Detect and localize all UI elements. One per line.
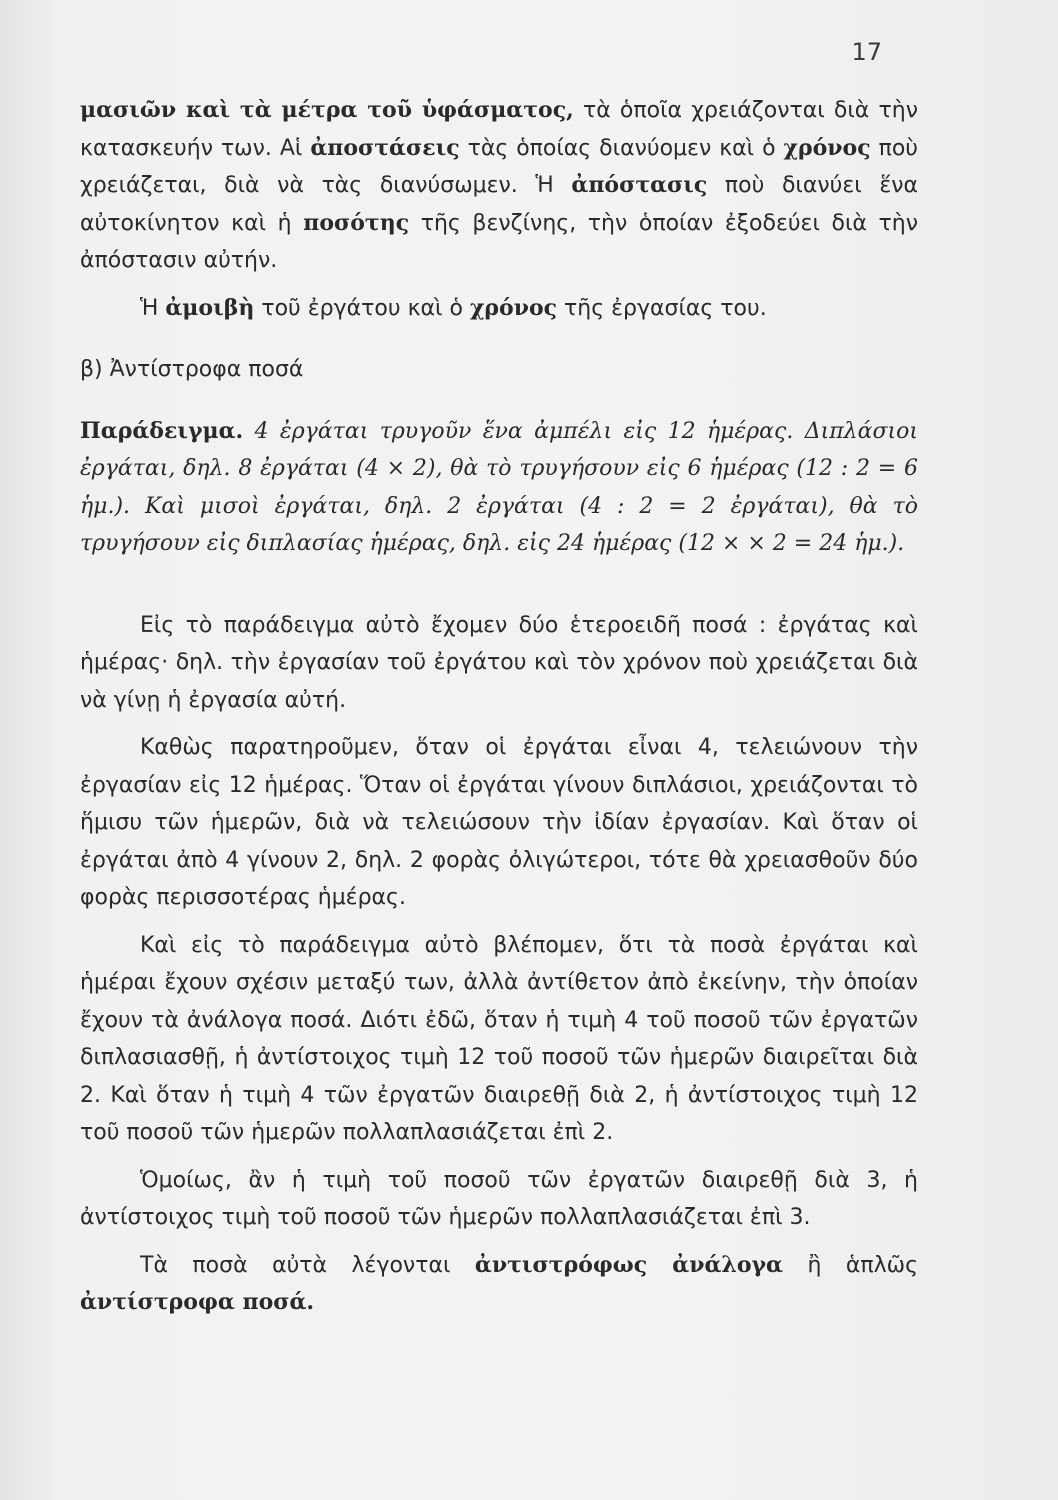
- paragraph-1: Εἰς τὸ παράδειγμα αὐτὸ ἔχομεν δύο ἑτεροειδῆ ποσά : ἐργάτας καὶ ἡμέρας· δηλ. τὴν ἐργασίαν τοῦ ἐργάτου καὶ τὸν χρόνον ποὺ χρειάζεται διὰ νὰ γίνῃ ἡ ἐργασία αὐτή.: [80, 612, 918, 713]
- intro-paragraph: [80, 92, 918, 280]
- conclusion-text-2: ἢ ἁπλῶς: [782, 1252, 918, 1278]
- page-body: [80, 92, 918, 1322]
- wage-bold-2: χρόνος: [469, 294, 558, 321]
- intro-text-5: τῆς βενζίνης, τὴν ὁποίαν ἐξοδεύει διὰ τὴν ἀπόστασιν αὐτήν.: [80, 210, 918, 273]
- intro-bold-1: μασιῶν καὶ τὰ μέτρα τοῦ ὑφάσματος,: [80, 97, 574, 123]
- wage-paragraph: [80, 290, 918, 328]
- intro-bold-2: ἀποστάσεις: [310, 134, 460, 161]
- example-text: 4 ἐργάται τρυγοῦν ἕνα ἀμπέλι εἰς 12 ἡμέρας. Διπλάσιοι ἐργάται, δηλ. 8 ἐργάται (4 × 2), θὰ τὸ τρυγήσουν εἰς 6 ἡμέρας (12 : 2 = 6 ἡμ.). Καὶ μισοὶ ἐργάται, δηλ. 2 ἐργάται (4 : 2 = 2 ἐργάται), θὰ τὸ τρυγήσουν εἰς διπλασίας ἡμέρας, δηλ. εἰς 24 ἡμέρας (12 × × 2 = 24 ἡμ.).: [80, 418, 918, 556]
- section-heading: β) Ἀντίστροφα ποσά: [80, 357, 304, 382]
- intro-text-3: ποὺ χρειάζεται, διὰ νὰ τὰς διανύσωμεν. Ἡ: [80, 135, 919, 198]
- wage-text-2: τοῦ ἐργάτου καὶ ὁ: [254, 295, 470, 321]
- intro-bold-5: ποσότης: [303, 209, 410, 236]
- conclusion-bold-1: ἀντιστρόφως ἀνάλογα: [474, 1251, 783, 1278]
- intro-text-1: τὰ ὁποῖα χρειάζονται διὰ τὴν κατασκευήν των. Αἱ: [80, 98, 918, 161]
- paragraph-3: Καὶ εἰς τὸ παράδειγμα αὐτὸ βλέπομεν, ὅτι τὰ ποσὰ ἐργάται καὶ ἡμέραι ἔχουν σχέσιν μεταξύ των, ἀλλὰ ἀντίθετον ἀπὸ ἐκείνην, τὴν ὁποίαν ἔχουν τὰ ἀνάλογα ποσά. Διότι ἐδῶ, ὅταν ἡ τιμὴ 4 τοῦ ποσοῦ τῶν ἐργατῶν διπλασιασθῇ, ἡ ἀντίστοιχος τιμὴ 12 τοῦ ποσοῦ τῶν ἡμερῶν διαιρεῖται διὰ 2. Καὶ ὅταν ἡ τιμὴ 4 τῶν ἐργατῶν διαιρεθῇ διὰ 2, ἡ ἀντίστοιχος τιμὴ 12 τοῦ ποσοῦ τῶν ἡμερῶν πολλαπλασιάζεται ἐπὶ 2.: [80, 932, 918, 1145]
- paragraph-2: Καθὼς παρατηροῦμεν, ὅταν οἱ ἐργάται εἶναι 4, τελειώνουν τὴν ἐργασίαν εἰς 12 ἡμέρας. Ὅταν οἱ ἐργάται γίνουν διπλάσιοι, χρειάζονται τὸ ἥμισυ τῶν ἡμερῶν, διὰ νὰ τελειώσουν τὴν ἰδίαν ἐργασίαν. Καὶ ὅταν οἱ ἐργάται ἀπὸ 4 γίνουν 2, δηλ. 2 φορὰς ὀλιγώτεροι, τότε θὰ χρειασθοῦν δύο φορὰς περισσοτέρας ἡμέρας.: [80, 735, 918, 910]
- conclusion-text-1: Τὰ ποσὰ αὐτὰ λέγονται: [140, 1252, 475, 1278]
- example-label: Παράδειγμα.: [80, 417, 244, 444]
- page-number: 17: [851, 38, 882, 66]
- intro-bold-3: χρόνος: [783, 134, 871, 161]
- intro-text-2: τὰς ὁποίας διανύομεν καὶ ὁ: [459, 135, 784, 161]
- wage-text-1: Ἡ: [140, 295, 166, 321]
- example-paragraph: [80, 413, 918, 563]
- intro-bold-4: ἀπόστασις: [571, 172, 708, 198]
- intro-text-4: ποὺ διανύει ἕνα αὐτοκίνητον καὶ ἡ: [80, 173, 919, 236]
- paragraph-4: Ὁμοίως, ἂν ἡ τιμὴ τοῦ ποσοῦ τῶν ἐργατῶν διαιρεθῇ διὰ 3, ἡ ἀντίστοιχος τιμὴ τοῦ ποσοῦ τῶν ἡμερῶν πολλαπλασιάζεται ἐπὶ 3.: [80, 1167, 918, 1230]
- conclusion-paragraph: [80, 1247, 918, 1322]
- wage-text-3: τῆς ἐργασίας του.: [557, 295, 767, 321]
- conclusion-bold-2: ἀντίστροφα ποσά.: [80, 1289, 315, 1315]
- wage-bold-1: ἀμοιβὴ: [165, 294, 255, 321]
